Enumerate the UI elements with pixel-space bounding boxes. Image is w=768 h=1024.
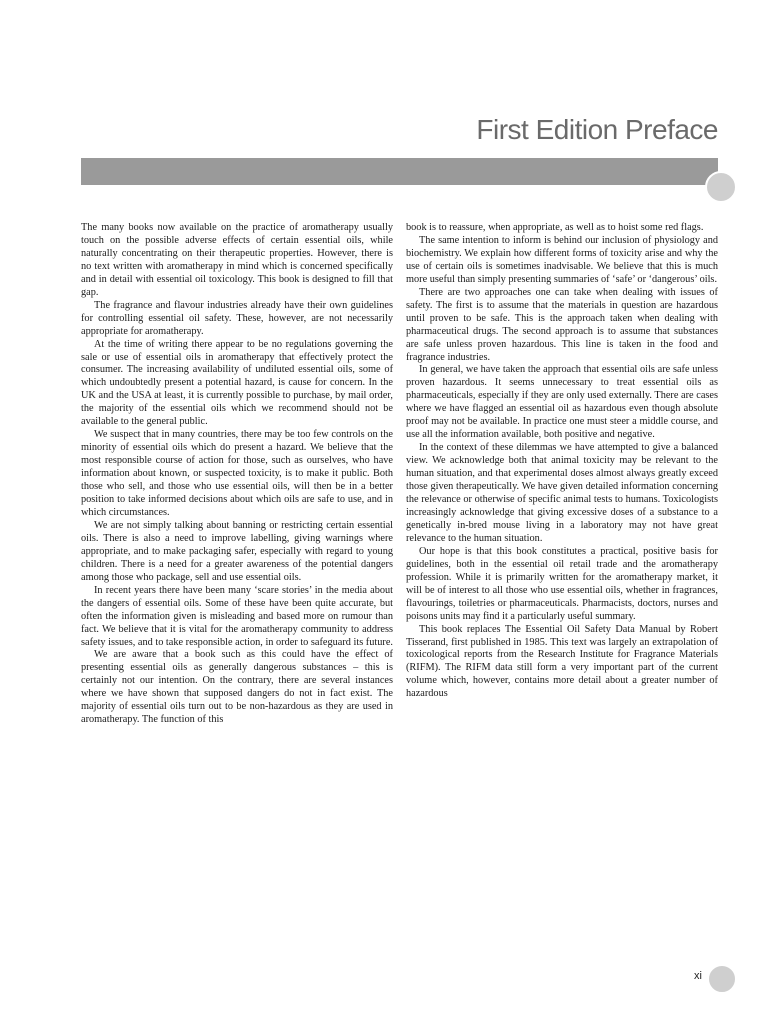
paragraph: We suspect that in many countries, there may be too few controls on the minority of essential oils which do present a hazard. We believe that the most responsible course of action for those, such as ourselves, who have information about known, or suspected toxicity, is to make it public. Both those who sell, and those who use essential oils, will then be in a better position to take informed decisions about which oils are safe to use, and in which circumstances. xyxy=(81,429,393,518)
page-number: xi xyxy=(694,970,702,982)
paragraph: book is to reassure, when appropriate, as well as to hoist some red flags. xyxy=(406,222,704,233)
page-number-circle xyxy=(707,964,737,994)
page-title: First Edition Preface xyxy=(476,114,718,145)
paragraph: In the context of these dilemmas we have attempted to give a balanced view. We acknowledge both that animal toxicity may be relevant to the human situation, and that experimental doses almost always greatly exceed those given therapeutically. We have given detailed information concerning the relevance or otherwise of specific animal tests to humans. Toxicologists increasingly acknowledge that giving excessive doses of a substance to a genetically in-bred mouse living in a laboratory may not have great relevance to the human situation. xyxy=(406,442,718,544)
paragraph: We are not simply talking about banning or restricting certain essential oils. There is also a need to improve labelling, giving warnings where appropriate, and to make packaging safer, especially with regard to young children. There is a need for a greater awareness of the potential dangers among those who package, sell and use essential oils. xyxy=(81,519,393,583)
paragraph: The same intention to inform is behind our inclusion of physiology and biochemistry. We explain how different forms of toxicity arise and why the use of certain oils is sometimes inadvisable. We believe that this is much more useful than simply presenting summaries of ‘safe’ or ‘dangerous’ oils. xyxy=(406,234,718,285)
paragraph: Our hope is that this book constitutes a practical, positive basis for guidelines, both in the essential oil retail trade and the aromatherapy profession. While it is primarily written for the aromatherapy market, it will be of interest to all those who use essential oils, whether in fragrances, flavourings, toiletries or pharmaceuticals. Pharmacists, doctors, nurses and poisons units may find it a particularly useful summary. xyxy=(406,545,718,622)
paragraph: In recent years there have been many ‘scare stories’ in the media about the dangers of essential oils. Some of these have been quite accurate, but often the information given is misleading and based more on rumour than fact. We believe that it is vital for the aromatherapy community to address safety issues, and to take responsible action, in order to safeguard its future. xyxy=(81,584,393,648)
title-rule-bar xyxy=(81,158,718,185)
paragraph: At the time of writing there appear to be no regulations governing the sale or use of essential oils in aromatherapy that effectively protect the consumer. The increasing availability of undiluted essential oils, some of which undoubtedly present a potential hazard, is cause for concern. In the UK and the USA at least, it is currently possible to purchase, by mail order, the majority of the essential oils which we recommend should not be available to the general public. xyxy=(81,338,393,428)
paragraph: This book replaces The Essential Oil Safety Data Manual by Robert Tisserand, first published in 1985. This text was largely an extrapolation of toxicological reports from the Research Institute for Fragrance Materials (RIFM). The RIFM data still form a very important part of the current volume which, however, contains more detail about a greater number of hazardous xyxy=(406,623,718,700)
paragraph: We are aware that a book such as this could have the effect of presenting essential oils as generally dangerous substances – this is certainly not our intention. On the contrary, there are several instances where we have shown that supposed dangers do not in fact exist. The majority of essential oils turn out to be non-hazardous as they are used in aromatherapy. The function of this xyxy=(81,649,393,726)
right-text-column xyxy=(406,222,718,701)
chapter-tab-circle xyxy=(705,171,737,203)
paragraph: The many books now available on the practice of aromatherapy usually touch on the possible adverse effects of certain essential oils, while naturally concentrating on their therapeutic properties. However, there is no text written with aromatherapy in mind which is concerned specifically and in detail with essential oil toxicology. This book is designed to fill that gap. xyxy=(81,222,393,298)
paragraph: In general, we have taken the approach that essential oils are safe unless proven hazardous. It seems unnecessary to treat essential oils as pharmaceuticals, especially if they are only used externally. There are cases where we have flagged an essential oil as hazardous even though absolute proof may not be available. In practice one must steer a middle course, and use all the information available, both positive and negative. xyxy=(406,364,718,441)
paragraph: There are two approaches one can take when dealing with issues of safety. The first is to assume that the materials in question are hazardous until proven to be safe. This is the approach taken when dealing with pharmaceutical drugs. The second approach is to assume that substances are safe unless proven hazardous. This line is taken in the food and fragrance industries. xyxy=(406,286,718,363)
paragraph: The fragrance and flavour industries already have their own guidelines for controlling essential oil safety. These, however, are not necessarily appropriate for aromatherapy. xyxy=(81,299,393,337)
left-text-column xyxy=(81,222,393,727)
